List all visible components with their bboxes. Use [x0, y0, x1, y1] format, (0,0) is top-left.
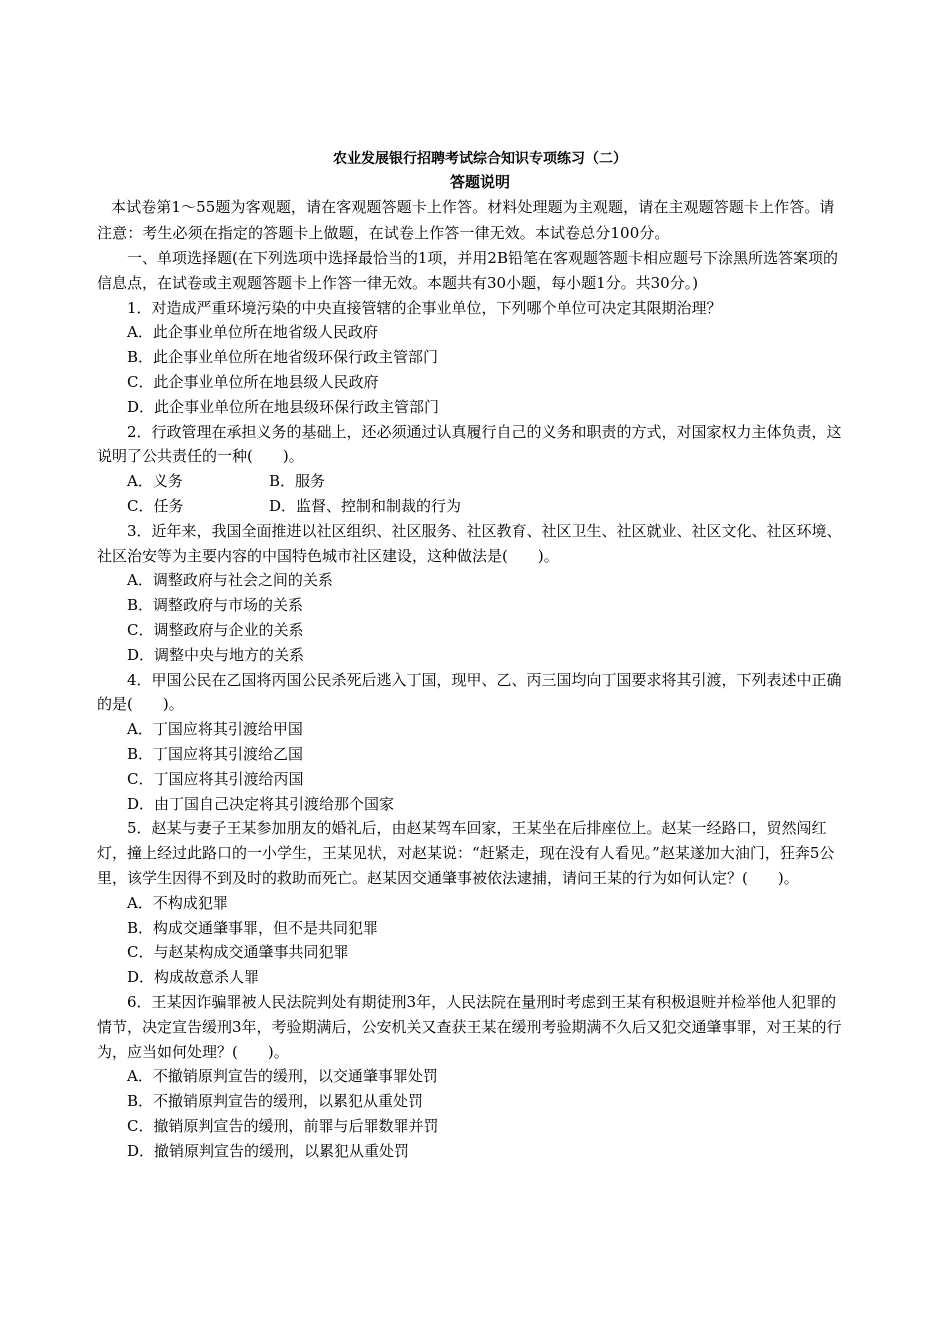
- question-6: 6．王某因诈骗罪被人民法院判处有期徒刑3年，人民法院在量刑时考虑到王某有积极退赃并检举他人犯罪的情节，决定宣告缓刑3年，考验期满后，公安机关又查获王某在缓刑考验期满不久后又犯交通肇事罪，对王某的行为，应当如何处理？( )。: [97, 992, 842, 1061]
- question-2-options-row-2: [97, 494, 843, 519]
- question-3: 3．近年来，我国全面推进以社区组织、社区服务、社区教育、社区卫生、社区就业、社区文化、社区环境、社区治安等为主要内容的中国特色城市社区建设，这种做法是( )。: [97, 521, 842, 565]
- exam-content: [97, 148, 843, 1163]
- question-1-option-c: C．此企事业单位所在地县级人民政府: [127, 372, 379, 391]
- question-5-option-c: C．与赵某构成交通肇事共同犯罪: [127, 943, 349, 962]
- question-6-option-c: C．撤销原判宣告的缓刑，前罪与后罪数罪并罚: [127, 1116, 439, 1135]
- question-1-option-a: A．此企事业单位所在地省级人民政府: [127, 323, 378, 342]
- question-4: 4．甲国公民在乙国将丙国公民杀死后逃入丁国，现甲、乙、丙三国均向丁国要求将其引渡，下列表述中正确的是( )。: [97, 670, 842, 714]
- question-4-option-d: D．由丁国自己决定将其引渡给那个国家: [127, 794, 395, 813]
- question-6-option-a: A．不撤销原判宣告的缓刑，以交通肇事罪处罚: [127, 1067, 438, 1086]
- question-3-option-b: B．调整政府与市场的关系: [127, 596, 304, 615]
- document-title: 农业发展银行招聘考试综合知识专项练习（二）: [333, 151, 627, 167]
- question-3-option-c: C．调整政府与企业的关系: [127, 620, 304, 639]
- question-1: 1．对造成严重环境污染的中央直接管辖的企事业单位，下列哪个单位可决定其限期治理？: [127, 298, 722, 317]
- question-2-option-c: C．任务: [127, 496, 184, 515]
- question-5-option-d: D．构成故意杀人罪: [127, 968, 260, 987]
- question-1-option-b: B．此企事业单位所在地省级环保行政主管部门: [127, 348, 439, 367]
- question-2-option-d: D．监督、控制和制裁的行为: [269, 496, 462, 515]
- question-4-option-a: A．丁国应将其引渡给甲国: [127, 720, 303, 739]
- question-2: 2．行政管理在承担义务的基础上，还必须通过认真履行自己的义务和职责的方式，对国家权力主体负责，这说明了公共责任的一种( )。: [97, 422, 842, 466]
- question-3-option-d: D．调整中央与地方的关系: [127, 645, 305, 664]
- question-4-option-c: C．丁国应将其引渡给丙国: [127, 769, 304, 788]
- instructions-text: 本试卷第1～55题为客观题，请在客观题答题卡上作答。材料处理题为主观题，请在主观题答题卡上作答。请注意：考生必须在指定的答题卡上做题，在试卷上作答一律无效。本试卷总分100分。: [97, 198, 835, 242]
- question-6-option-d: D．撤销原判宣告的缓刑，以累犯从重处罚: [127, 1141, 410, 1160]
- question-2-option-a: A．义务: [127, 472, 183, 491]
- question-5: 5．赵某与妻子王某参加朋友的婚礼后，由赵某驾车回家，王某坐在后排座位上。赵某一经路口，贸然闯红灯，撞上经过此路口的一小学生，王某见状，对赵某说：“赶紧走，现在没有人看见。”赵某遂加大油门，狂奔5公里，该学生因得不到及时的救助而死亡。赵某因交通肇事被依法逮捕，请问王某的行为如何认定？( )。: [97, 819, 835, 887]
- question-5-option-a: A．不构成犯罪: [127, 893, 228, 912]
- question-4-option-b: B．丁国应将其引渡给乙国: [127, 744, 304, 763]
- question-2-options-row-1: [97, 469, 843, 494]
- question-1-option-d: D．此企事业单位所在地县级环保行政主管部门: [127, 397, 440, 416]
- question-5-option-b: B．构成交通肇事罪，但不是共同犯罪: [127, 918, 379, 937]
- question-6-option-b: B．不撤销原判宣告的缓刑，以累犯从重处罚: [127, 1092, 424, 1111]
- question-3-option-a: A．调整政府与社会之间的关系: [127, 571, 333, 590]
- section-heading: 一、单项选择题(在下列选项中选择最恰当的1项，并用2B铅笔在客观题答题卡相应题号下涂黑所选答案项的信息点，在试卷或主观题答题卡上作答一律无效。本题共有30小题，每小题1分。共30分。): [97, 249, 838, 292]
- question-2-option-b: B．服务: [269, 472, 326, 491]
- instructions-heading: 答题说明: [449, 173, 510, 191]
